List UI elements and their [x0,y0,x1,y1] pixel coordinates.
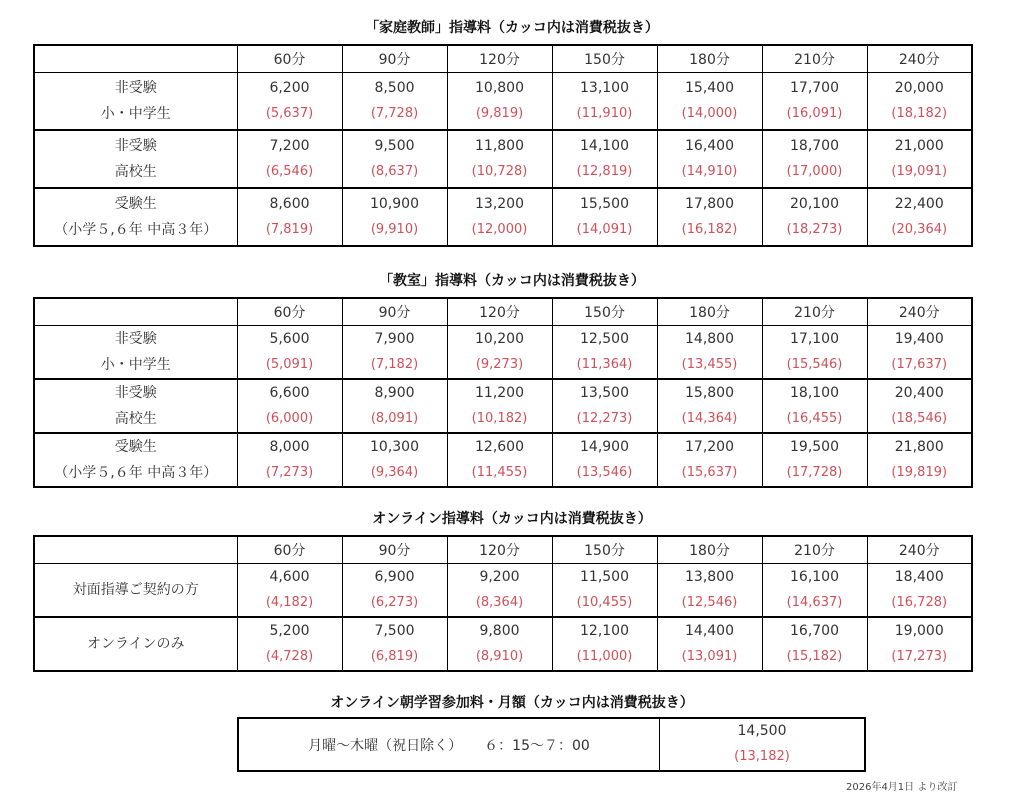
online-title: オンライン指導料（カッコ内は消費税抜き） [372,511,652,527]
price-incl-tax: 17,700 [790,80,839,96]
morning-study-label-cell [239,719,660,770]
price-cell [867,130,972,188]
price-incl-tax: 9,200 [479,569,520,585]
morning-study-title: オンライン朝学習参加料・月額（カッコ内は消費税抜き） [330,695,694,711]
price-cell [657,433,762,487]
duration-header: 60分 [237,536,342,564]
price-incl-tax: 12,100 [580,623,629,639]
price-cell [237,564,342,618]
morning-study-days: 月曜～木曜（祝日除く） [308,737,463,754]
price-incl-tax: 6,600 [269,385,310,401]
price-excl-tax: (19,819) [891,465,948,480]
duration-header: 90分 [342,536,447,564]
price-excl-tax: (8,091) [370,411,419,426]
price-incl-tax: 5,600 [269,331,310,347]
duration-header: 60分 [237,45,342,73]
row-label [34,433,237,487]
morning-study-box [237,717,866,772]
price-excl-tax: (6,273) [370,595,419,610]
price-cell [447,188,552,246]
price-cell [552,433,657,487]
price-cell [342,188,447,246]
duration-header: 150分 [552,45,657,73]
price-incl-tax: 4,600 [269,569,310,585]
price-cell [552,130,657,188]
price-incl-tax: 21,000 [894,138,944,154]
price-incl-tax: 10,200 [475,331,524,347]
row-label-line1: 非受験 [114,385,157,401]
price-incl-tax: 11,200 [475,385,524,401]
price-excl-tax: (9,273) [475,357,524,372]
row-label [34,73,237,131]
price-cell [762,130,867,188]
price-cell [447,564,552,618]
price-excl-tax: (14,910) [681,164,738,179]
fee-row [34,379,972,433]
duration-header: 150分 [552,298,657,326]
price-incl-tax: 18,400 [894,569,944,585]
price-cell [342,617,447,671]
row-label-line1: 非受験 [114,80,157,96]
row-label [34,326,237,380]
price-incl-tax: 10,800 [475,80,524,96]
price-incl-tax: 19,500 [790,439,839,455]
price-excl-tax: (7,182) [370,357,419,372]
header-corner [34,298,237,326]
home-tutor-title: 「家庭教師」指導料（カッコ内は消費税抜き） [365,20,659,36]
online-fee-table [33,535,973,672]
price-cell [657,564,762,618]
row-label-line2: （小学５,６年 中高３年） [54,222,218,238]
price-cell [657,617,762,671]
duration-header: 210分 [762,45,867,73]
price-cell [237,433,342,487]
price-cell [762,188,867,246]
price-excl-tax: (13,546) [576,465,633,480]
price-cell [342,564,447,618]
price-incl-tax: 15,400 [685,80,734,96]
duration-header: 180分 [657,45,762,73]
price-excl-tax: (17,000) [786,164,843,179]
price-cell [762,433,867,487]
price-excl-tax: (16,728) [891,595,948,610]
price-incl-tax: 18,100 [790,385,839,401]
price-cell [657,188,762,246]
price-cell [867,433,972,487]
price-cell [237,326,342,380]
header-row [34,536,972,564]
duration-header: 180分 [657,536,762,564]
price-incl-tax: 8,900 [374,385,415,401]
duration-header: 120分 [447,536,552,564]
duration-header: 240分 [867,45,972,73]
price-cell [762,617,867,671]
price-excl-tax: (17,728) [786,465,843,480]
price-excl-tax: (15,546) [786,357,843,372]
price-excl-tax: (4,728) [265,649,314,664]
duration-header: 60分 [237,298,342,326]
row-label-line1: オンラインのみ [86,636,185,652]
price-cell [447,326,552,380]
price-excl-tax: (5,091) [265,357,314,372]
price-excl-tax: (11,364) [576,357,633,372]
price-cell [237,379,342,433]
price-excl-tax: (7,273) [265,465,314,480]
price-incl-tax: 15,800 [685,385,734,401]
price-excl-tax: (20,364) [891,222,948,237]
row-label-line2: 高校生 [114,411,157,427]
price-incl-tax: 13,800 [685,569,734,585]
price-excl-tax: (12,819) [576,164,633,179]
price-cell [447,73,552,131]
price-excl-tax: (7,728) [370,106,419,121]
row-label-line1: 非受験 [114,331,157,347]
price-cell [867,379,972,433]
price-cell [447,379,552,433]
price-excl-tax: (5,637) [265,106,314,121]
price-excl-tax: (13,091) [681,649,738,664]
header-corner [34,536,237,564]
duration-header: 150分 [552,536,657,564]
price-excl-tax: (14,364) [681,411,738,426]
price-incl-tax: 17,800 [685,196,734,212]
home-tutor-fee-table [33,44,973,247]
morning-study-price-excl: (13,182) [734,749,790,764]
price-cell [657,73,762,131]
price-incl-tax: 18,700 [790,138,839,154]
price-excl-tax: (8,364) [475,595,524,610]
price-cell [867,617,972,671]
price-excl-tax: (9,364) [370,465,419,480]
duration-header: 240分 [867,536,972,564]
duration-header: 90分 [342,298,447,326]
price-cell [867,188,972,246]
price-cell [237,73,342,131]
price-cell [237,188,342,246]
price-cell [762,564,867,618]
row-label-line2: 小・中学生 [100,106,171,122]
fee-row [34,326,972,380]
price-incl-tax: 14,800 [685,331,734,347]
price-cell [552,617,657,671]
price-incl-tax: 7,200 [269,138,310,154]
row-label-line2: 高校生 [114,164,157,180]
price-excl-tax: (14,091) [576,222,633,237]
price-excl-tax: (18,182) [891,106,948,121]
price-cell [342,73,447,131]
price-cell [447,617,552,671]
price-excl-tax: (11,000) [576,649,633,664]
price-incl-tax: 12,500 [580,331,629,347]
price-excl-tax: (14,637) [786,595,843,610]
price-excl-tax: (13,455) [681,357,738,372]
price-excl-tax: (9,910) [370,222,419,237]
row-label-line1: 非受験 [114,138,157,154]
price-incl-tax: 6,200 [269,80,310,96]
fee-row [34,73,972,131]
price-excl-tax: (6,546) [265,164,314,179]
price-incl-tax: 10,900 [370,196,419,212]
price-incl-tax: 20,400 [894,385,944,401]
price-incl-tax: 10,300 [370,439,419,455]
price-cell [342,130,447,188]
revision-note: 2026年4月1日 より改訂 [846,782,958,793]
header-row [34,298,972,326]
price-incl-tax: 19,000 [894,623,944,639]
morning-study-price-incl: 14,500 [737,723,787,739]
price-cell [237,617,342,671]
fee-row [34,617,972,671]
price-cell [552,73,657,131]
price-incl-tax: 14,400 [685,623,734,639]
classroom-fee-table [33,297,973,488]
price-cell [552,379,657,433]
duration-header: 180分 [657,298,762,326]
price-excl-tax: (12,000) [471,222,528,237]
price-cell [342,379,447,433]
price-cell [552,564,657,618]
price-excl-tax: (16,455) [786,411,843,426]
price-cell [762,379,867,433]
price-incl-tax: 13,100 [580,80,629,96]
price-incl-tax: 17,200 [685,439,734,455]
price-cell [867,326,972,380]
price-excl-tax: (18,546) [891,411,948,426]
price-excl-tax: (18,273) [786,222,843,237]
price-incl-tax: 7,500 [374,623,415,639]
price-excl-tax: (17,637) [891,357,948,372]
price-incl-tax: 6,900 [374,569,415,585]
duration-header: 210分 [762,536,867,564]
duration-header: 210分 [762,298,867,326]
fee-row [34,188,972,246]
price-excl-tax: (10,182) [471,411,528,426]
price-incl-tax: 8,000 [269,439,310,455]
price-excl-tax: (14,000) [681,106,738,121]
price-excl-tax: (15,182) [786,649,843,664]
price-incl-tax: 16,400 [685,138,734,154]
fee-row [34,564,972,618]
price-cell [762,73,867,131]
row-label [34,564,237,618]
duration-header: 120分 [447,298,552,326]
price-cell [657,379,762,433]
header-row [34,45,972,73]
morning-study-time: ６：15～７：00 [484,737,590,754]
price-excl-tax: (15,637) [681,465,738,480]
duration-header: 120分 [447,45,552,73]
price-excl-tax: (6,000) [265,411,314,426]
price-cell [237,130,342,188]
price-incl-tax: 16,700 [790,623,839,639]
price-incl-tax: 8,500 [374,80,415,96]
price-incl-tax: 17,100 [790,331,839,347]
price-cell [552,188,657,246]
row-label-line1: 受験生 [114,439,157,455]
price-incl-tax: 11,500 [580,569,629,585]
price-incl-tax: 12,600 [475,439,524,455]
price-excl-tax: (4,182) [265,595,314,610]
morning-study-price-cell [660,719,864,770]
price-excl-tax: (12,546) [681,595,738,610]
price-excl-tax: (16,091) [786,106,843,121]
row-label [34,617,237,671]
price-cell [657,326,762,380]
price-excl-tax: (8,637) [370,164,419,179]
price-cell [447,433,552,487]
row-label-line1: 受験生 [114,196,157,212]
price-cell [762,326,867,380]
price-excl-tax: (10,728) [471,164,528,179]
price-incl-tax: 11,800 [475,138,524,154]
duration-header: 240分 [867,298,972,326]
price-incl-tax: 5,200 [269,623,310,639]
price-incl-tax: 14,100 [580,138,629,154]
row-label-line2: （小学５,６年 中高３年） [54,465,218,481]
price-cell [342,433,447,487]
row-label-line1: 対面指導ご契約の方 [72,582,199,598]
price-incl-tax: 13,200 [475,196,524,212]
header-corner [34,45,237,73]
price-cell [867,73,972,131]
price-cell [552,326,657,380]
price-incl-tax: 9,500 [374,138,415,154]
price-excl-tax: (7,819) [265,222,314,237]
price-excl-tax: (11,455) [471,465,528,480]
price-incl-tax: 13,500 [580,385,629,401]
price-incl-tax: 9,800 [479,623,520,639]
price-incl-tax: 22,400 [894,196,944,212]
row-label [34,188,237,246]
price-incl-tax: 14,900 [580,439,629,455]
price-excl-tax: (9,819) [475,106,524,121]
fee-row [34,433,972,487]
duration-header: 90分 [342,45,447,73]
price-incl-tax: 8,600 [269,196,310,212]
price-excl-tax: (6,819) [370,649,419,664]
price-excl-tax: (8,910) [475,649,524,664]
price-incl-tax: 19,400 [894,331,944,347]
price-excl-tax: (17,273) [891,649,948,664]
price-incl-tax: 20,000 [894,80,944,96]
row-label [34,130,237,188]
price-incl-tax: 15,500 [580,196,629,212]
price-excl-tax: (19,091) [891,164,948,179]
fee-row [34,130,972,188]
price-cell [447,130,552,188]
price-excl-tax: (10,455) [576,595,633,610]
row-label [34,379,237,433]
price-excl-tax: (16,182) [681,222,738,237]
price-incl-tax: 16,100 [790,569,839,585]
classroom-title: 「教室」指導料（カッコ内は消費税抜き） [379,273,645,289]
row-label-line2: 小・中学生 [100,357,171,373]
price-cell [657,130,762,188]
price-cell [867,564,972,618]
price-cell [342,326,447,380]
price-excl-tax: (12,273) [576,411,633,426]
price-incl-tax: 7,900 [374,331,415,347]
price-incl-tax: 20,100 [790,196,839,212]
price-incl-tax: 21,800 [894,439,944,455]
price-excl-tax: (11,910) [576,106,633,121]
